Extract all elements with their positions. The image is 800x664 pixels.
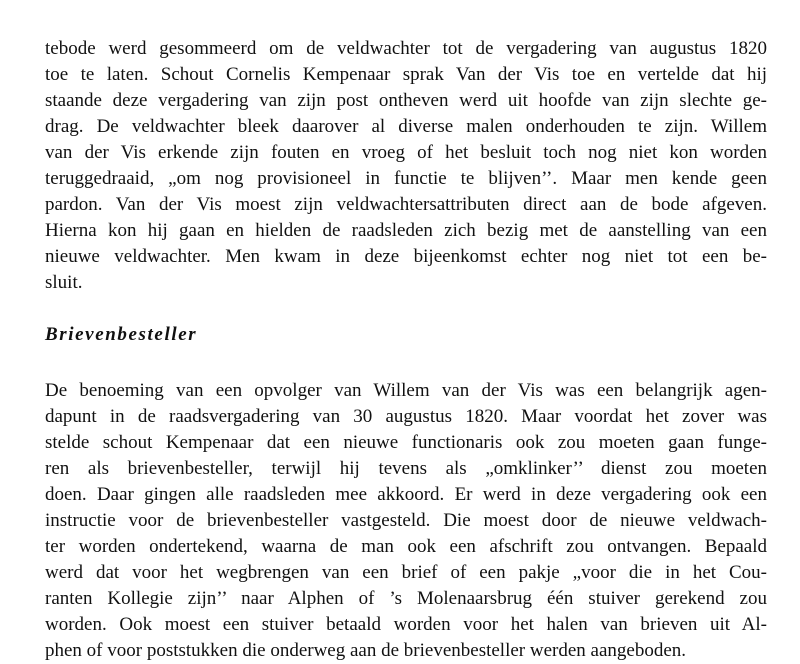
text-line: werd dat voor het wegbrengen van een brief of een pakje „voor die in het Cou- xyxy=(45,562,767,583)
text-line: phen of voor poststukken die onderweg aan de brievenbesteller werden aangeboden. xyxy=(45,640,687,661)
text-line: ranten Kollegie zijn’’ naar Alphen of ’s Molenaarsbrug één stuiver gerekend zou xyxy=(45,588,767,609)
text-line: instructie voor de brievenbesteller vastgesteld. Die moest door de nieuwe veldwach- xyxy=(45,510,767,531)
text-line: worden. Ook moest een stuiver betaald worden voor het halen van brieven uit Al- xyxy=(45,614,767,635)
document-page xyxy=(45,36,767,664)
text-line: staande deze vergadering van zijn post ontheven werd uit hoofde van zijn slechte ge- xyxy=(45,90,767,111)
text-line: tebode werd gesommeerd om de veldwachter tot de vergadering van augustus 1820 xyxy=(45,38,767,59)
text-line: stelde schout Kempenaar dat een nieuwe functionaris ook zou moeten gaan funge- xyxy=(45,432,767,453)
text-line: ren als brievenbesteller, terwijl hij tevens als „omklinker’’ dienst zou moeten xyxy=(45,458,767,479)
text-line: pardon. Van der Vis moest zijn veldwachtersattributen direct aan de bode afgeven. xyxy=(45,194,767,215)
text-line: doen. Daar gingen alle raadsleden mee akkoord. Er werd in deze vergadering ook een xyxy=(45,484,767,505)
text-line: dapunt in de raadsvergadering van 30 augustus 1820. Maar voordat het zover was xyxy=(45,406,767,427)
text-line: van der Vis erkende zijn fouten en vroeg of het besluit toch nog niet kon worden xyxy=(45,142,767,163)
text-line: ter worden ondertekend, waarna de man ook een afschrift zou ontvangen. Bepaald xyxy=(45,536,767,557)
text-line: nieuwe veldwachter. Men kwam in deze bijeenkomst echter nog niet tot een be- xyxy=(45,246,767,267)
text-line: sluit. xyxy=(45,272,83,293)
text-line: De benoeming van een opvolger van Willem van der Vis was een belangrijk agen- xyxy=(45,380,767,401)
section-heading: Brievenbesteller xyxy=(45,324,198,345)
text-line: Hierna kon hij gaan en hielden de raadsleden zich bezig met de aanstelling van een xyxy=(45,220,767,241)
text-line: toe te laten. Schout Cornelis Kempenaar sprak Van der Vis toe en vertelde dat hij xyxy=(45,64,767,85)
paragraph-2 xyxy=(45,378,767,664)
text-line: teruggedraaid, „om nog provisioneel in functie te blijven’’. Maar men kende geen xyxy=(45,168,767,189)
paragraph-1 xyxy=(45,36,767,296)
text-line: drag. De veldwachter bleek daarover al diverse malen onderhouden te zijn. Willem xyxy=(45,116,767,137)
